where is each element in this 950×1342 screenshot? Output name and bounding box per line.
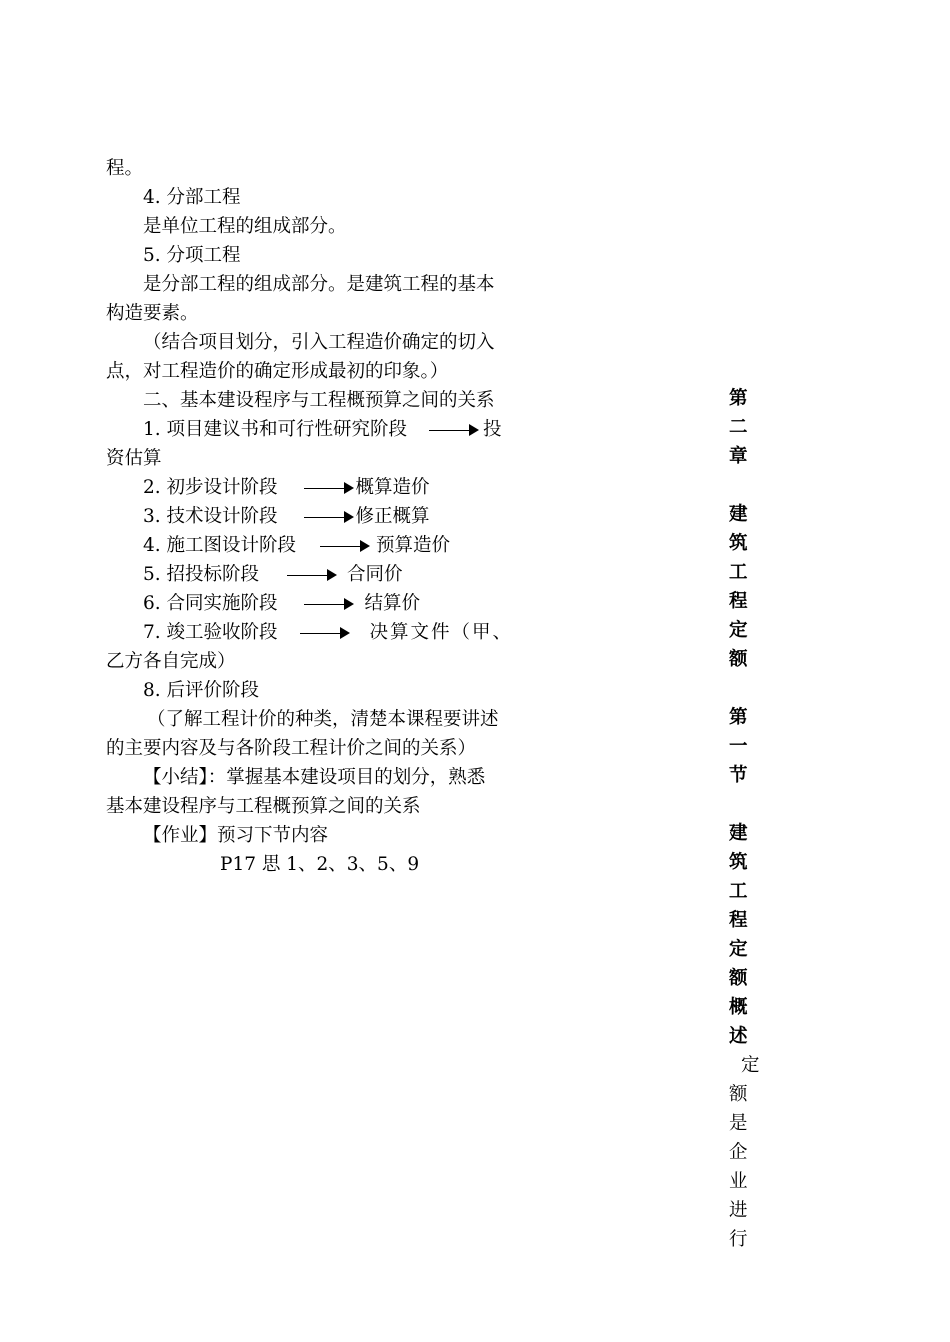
section-char: 第	[729, 707, 748, 728]
arrow-right-icon	[304, 511, 354, 523]
section-title-char: 工	[729, 881, 748, 902]
section-title-char: 定	[729, 939, 748, 960]
chapter-char: 第	[729, 388, 748, 409]
stage-label: 4. 施工图设计阶段	[143, 535, 297, 556]
chapter-title-char: 程	[729, 591, 748, 612]
homework-reference: P17 思 1、2、3、5、9	[220, 854, 420, 875]
section-title-char: 建	[729, 823, 748, 844]
body-char: 业	[729, 1171, 748, 1192]
stage-row-6	[106, 589, 516, 618]
main-text-column	[106, 154, 516, 879]
text-line: 是单位工程的组成部分。	[143, 216, 347, 237]
arrow-right-icon	[287, 569, 337, 581]
chapter-title-char: 额	[729, 649, 748, 670]
chapter-title-char: 工	[729, 562, 748, 583]
stage-result: 投	[483, 419, 502, 440]
stage-result: 决算文件（甲、	[369, 622, 514, 643]
text-line: 的主要内容及与各阶段工程计价之间的关系）	[106, 738, 477, 759]
stage-result: 预算造价	[376, 535, 451, 556]
stage-row-8: 8. 后评价阶段	[143, 680, 260, 701]
chapter-char: 二	[729, 417, 748, 438]
arrow-right-icon	[304, 482, 354, 494]
stage-result: 修正概算	[355, 506, 430, 527]
text-line: 是分部工程的组成部分。是建筑工程的基本	[143, 274, 495, 295]
stage-label: 2. 初步设计阶段	[143, 477, 278, 498]
stage-row-3	[106, 502, 516, 531]
chapter-title-char: 筑	[729, 533, 748, 554]
stage-result: 概算造价	[355, 477, 430, 498]
stage-row-4	[106, 531, 516, 560]
text-line: （了解工程计价的种类，清楚本课程要讲述	[147, 709, 499, 730]
stage-label: 7. 竣工验收阶段	[143, 622, 278, 643]
body-char: 进	[729, 1200, 748, 1221]
stage-row-7	[106, 618, 516, 647]
stage-label: 6. 合同实施阶段	[143, 593, 278, 614]
stage-label: 5. 招投标阶段	[143, 564, 260, 585]
text-line: 程。	[106, 158, 144, 179]
chapter-title-char: 定	[729, 620, 748, 641]
arrow-right-icon	[300, 627, 350, 639]
text-line: 构造要素。	[106, 303, 199, 324]
stage-row-2	[106, 473, 516, 502]
text-line: 点，对工程造价的确定形成最初的印象。）	[106, 361, 449, 382]
arrow-right-icon	[304, 598, 354, 610]
text-line: 基本建设程序与工程概预算之间的关系	[106, 796, 421, 817]
stage-result: 结算价	[364, 593, 421, 614]
summary-line: 【小结】：掌握基本建设项目的划分，熟悉	[143, 767, 486, 788]
arrow-right-icon	[429, 424, 479, 436]
stage-label: 1. 项目建议书和可行性研究阶段	[143, 419, 408, 440]
stage-label: 3. 技术设计阶段	[143, 506, 278, 527]
heading-4-branch-project: 4. 分部工程	[143, 187, 241, 208]
body-char: 定	[741, 1055, 760, 1076]
body-char: 是	[729, 1113, 748, 1134]
body-char: 行	[729, 1229, 748, 1250]
section-title-char: 程	[729, 910, 748, 931]
section-char: 节	[729, 765, 748, 786]
section-char: 一	[729, 736, 748, 757]
stage-row-5	[106, 560, 516, 589]
body-char: 企	[729, 1142, 748, 1163]
body-char: 额	[729, 1084, 748, 1105]
text-line: 乙方各自完成）	[106, 651, 236, 672]
arrow-right-icon	[320, 540, 370, 552]
text-line: 资估算	[106, 448, 162, 469]
section-heading: 二、基本建设程序与工程概预算之间的关系	[143, 390, 495, 411]
vertical-side-column	[727, 384, 767, 1254]
chapter-title-char: 建	[729, 504, 748, 525]
chapter-char: 章	[729, 446, 748, 467]
heading-5-sub-project: 5. 分项工程	[143, 245, 241, 266]
section-title-char: 额	[729, 968, 748, 989]
homework-line: 【作业】预习下节内容	[143, 825, 329, 846]
stage-row-1	[106, 415, 516, 444]
section-title-char: 筑	[729, 852, 748, 873]
stage-result: 合同价	[347, 564, 403, 585]
section-title-char: 述	[729, 1026, 748, 1047]
text-line: （结合项目划分，引入工程造价确定的切入	[143, 332, 495, 353]
section-title-char: 概	[729, 997, 748, 1018]
